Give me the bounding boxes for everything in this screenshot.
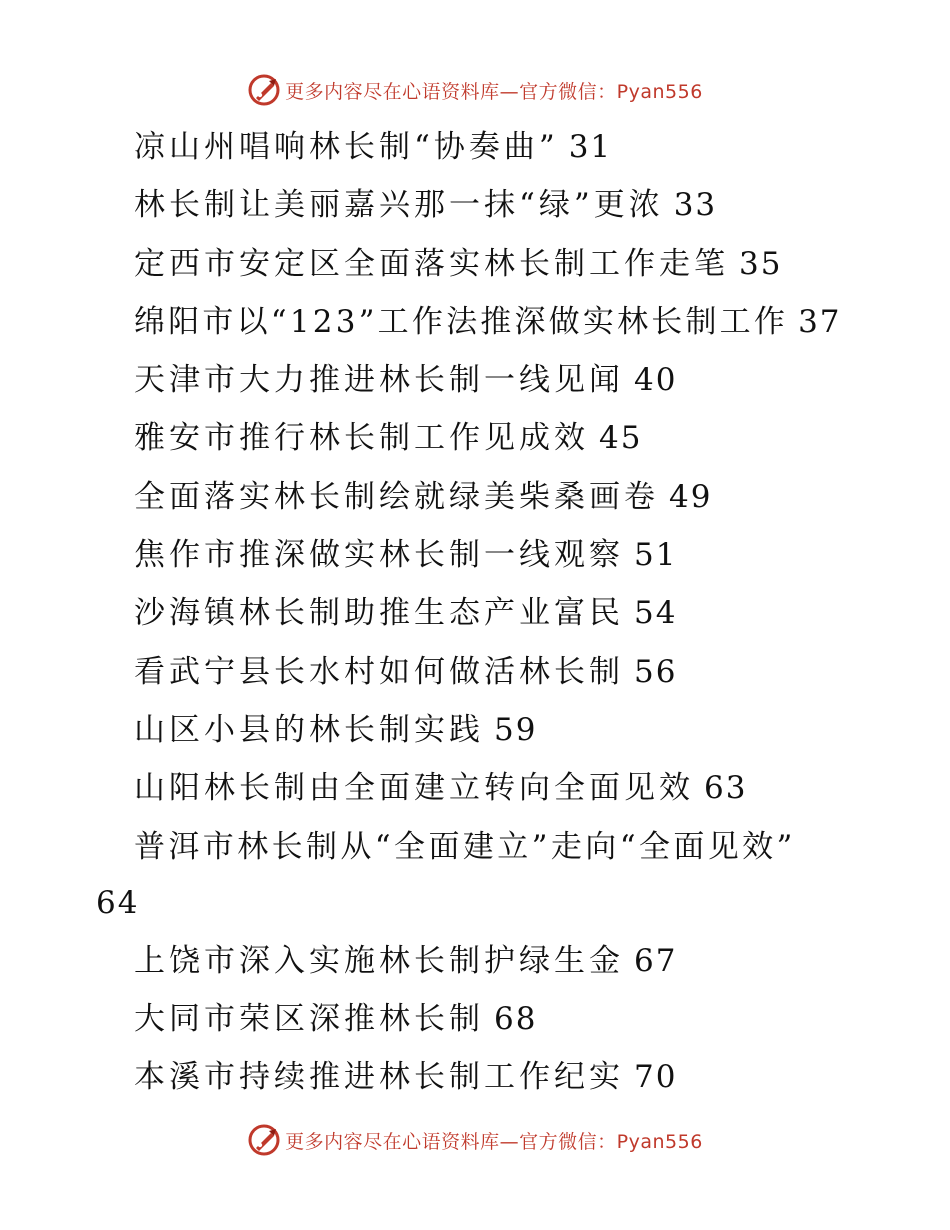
watermark-text: 更多内容尽在心语资料库—官方微信：Pyan556 [285, 80, 703, 103]
toc-entry-title: 上饶市深入实施林长制护绿生金 [134, 942, 624, 979]
toc-entry-page: 54 [634, 595, 678, 632]
toc-entry[interactable] [0, 1048, 950, 1106]
toc-entry-page: 68 [494, 1000, 538, 1037]
toc-entry[interactable] [0, 118, 950, 176]
toc-entry-page: 40 [634, 362, 678, 399]
toc-entry-title: 凉山州唱响林长制“协奏曲” [134, 129, 559, 165]
toc-entry[interactable] [0, 235, 950, 293]
toc-entry[interactable] [0, 176, 950, 234]
toc-entry-title: 定西市安定区全面落实林长制工作走笔 [134, 245, 729, 282]
toc-entry-title: 本溪市持续推进林长制工作纪实 [134, 1059, 624, 1096]
toc-entry-title: 普洱市林长制从“全面建立”走向“全面见效” [134, 828, 796, 865]
toc-entry-title: 绵阳市以“123”工作法推深做实林长制工作 [134, 303, 789, 340]
toc-entry[interactable] [0, 932, 950, 990]
toc-entry-title: 林长制让美丽嘉兴那一抹“绿”更浓 [134, 187, 664, 224]
toc-entry-title: 雅安市推行林长制工作见成效 [134, 420, 589, 457]
toc-entry-page: 70 [634, 1059, 678, 1096]
toc-entry[interactable] [0, 584, 950, 642]
toc-entry[interactable] [0, 818, 950, 874]
toc-entry-title: 山阳林长制由全面建立转向全面见效 [134, 770, 694, 807]
toc-entry-title: 大同市荣区深推林长制 [134, 1000, 484, 1037]
toc-entry-title: 看武宁县长水村如何做活林长制 [134, 653, 624, 690]
quill-logo-icon [247, 1123, 281, 1157]
toc-entry[interactable] [0, 990, 950, 1048]
header-watermark [0, 70, 950, 110]
toc-entry-page: 31 [568, 129, 613, 165]
toc-entry-page: 63 [704, 770, 748, 807]
toc-entry[interactable] [0, 468, 950, 526]
toc-entry[interactable] [0, 293, 950, 351]
toc-entry-page: 45 [599, 420, 643, 457]
toc-entry[interactable] [0, 759, 950, 817]
toc-entry-page: 67 [634, 942, 678, 979]
footer-watermark [0, 1120, 950, 1160]
toc-entry[interactable] [0, 701, 950, 759]
toc-entry-page: 64 [96, 884, 140, 921]
table-of-contents [0, 118, 950, 1106]
watermark-text: 更多内容尽在心语资料库—官方微信：Pyan556 [285, 1130, 703, 1153]
toc-entry-title: 山区小县的林长制实践 [134, 711, 484, 748]
toc-entry-page: 56 [634, 653, 678, 690]
toc-entry-title: 焦作市推深做实林长制一线观察 [134, 537, 624, 574]
toc-entry-page: 37 [798, 303, 842, 340]
toc-entry-page: 33 [673, 187, 718, 224]
toc-entry[interactable] [0, 526, 950, 584]
toc-entry-page: 59 [494, 711, 538, 748]
toc-entry-page: 35 [739, 245, 783, 282]
toc-entry-title: 全面落实林长制绘就绿美柴桑画卷 [134, 478, 659, 515]
toc-entry[interactable] [0, 643, 950, 701]
toc-entry-page: 51 [634, 537, 678, 574]
toc-entry[interactable] [0, 351, 950, 409]
toc-entry-page: 49 [669, 478, 713, 515]
toc-entry-title: 天津市大力推进林长制一线见闻 [134, 362, 624, 399]
toc-entry-title: 沙海镇林长制助推生态产业富民 [134, 595, 624, 632]
toc-entry[interactable] [0, 409, 950, 467]
quill-logo-icon [247, 73, 281, 107]
